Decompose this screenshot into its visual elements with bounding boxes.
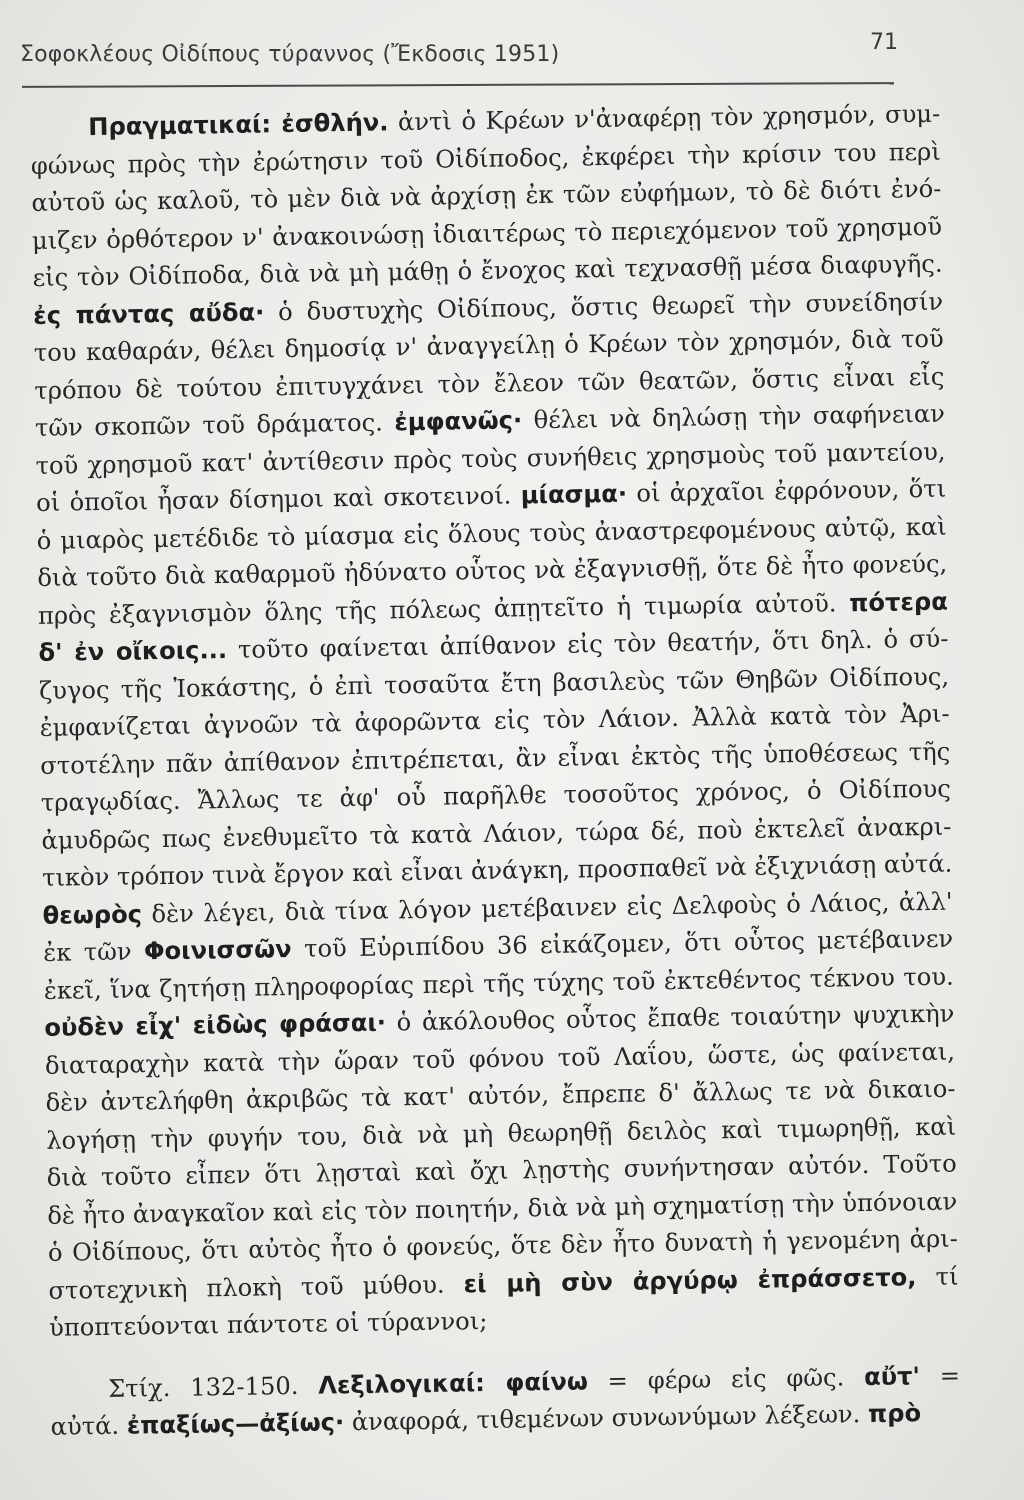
text-run: τῶν σκοπῶν τοῦ δράματος. xyxy=(34,408,395,442)
text-run: αὐτά. xyxy=(50,1411,128,1441)
bold-term: ἐπαξίως—ἀξίως· xyxy=(126,1408,345,1440)
text-run: οἱ ἀρχαῖοι ἐφρόνουν, ὅτι xyxy=(626,474,947,508)
text-run: διὰ τοῦτο διὰ καθαρμοῦ ἠδύνατο οὗτος νὰ ἐξαγνισθῇ, ὅτε δὲ ἦτο φονεύς, xyxy=(37,549,948,592)
text-run: = xyxy=(919,1361,961,1390)
text-run: πρὸς ἐξαγνισμὸν ὅλης τῆς πόλεως ἀπῃτεῖτο ἡ τιμωρία αὐτοῦ. xyxy=(37,588,850,630)
bold-term: Λεξιλογικαί: φαίνω xyxy=(318,1366,589,1400)
bold-term: ἐς πάντας αὔδα· xyxy=(33,297,265,330)
text-run: ὁ δυστυχὴς Οἰδίπους, ὅστις θεωρεῖ τὴν συνείδησίν xyxy=(264,287,944,326)
text-run: εἰς τὸν Οἰδίποδα, διὰ νὰ μὴ μάθῃ ὁ ἔνοχος καὶ τεχνασθῇ μέσα διαφυγῆς. xyxy=(32,249,943,292)
text-run: ἀναφορά, τιθεμένων συνωνύμων λέξεων. xyxy=(343,1399,869,1437)
text-run: οἱ ὁποῖοι ἦσαν δίσημοι καὶ σκοτεινοί. xyxy=(35,481,521,517)
bold-term: Πραγματικαί: ἐσθλήν. xyxy=(88,108,389,142)
text-run: ἐκ τῶν xyxy=(43,937,145,967)
text-run: του καθαράν, θέλει δημοσίᾳ ν' ἀναγγείλῃ ὁ Κρέων τὸν χρησμόν, διὰ τοῦ xyxy=(33,324,944,367)
bold-term: οὐδὲν εἶχ' εἰδὼς φράσαι· xyxy=(44,1008,387,1042)
text-run: μιζεν ὀρθότερον ν' ἀνακοινώσῃ ἰδιαιτέρως τὸ περιεχόμενον τοῦ χρησμοῦ xyxy=(31,212,943,255)
running-title: Σοφοκλέους Οἰδίπους τύραννος (Ἔκδοσις 1951) xyxy=(20,42,560,67)
text-run: φώνως πρὸς τὴν ἐρώτησιν τοῦ Οἰδίποδος, ἐκφέρει τὴν κρίσιν του περὶ xyxy=(30,137,941,180)
bold-term: αὔτ' xyxy=(863,1361,921,1391)
bold-term: θεωρὸς xyxy=(42,899,143,930)
text-run: ὑποπτεύονται πάντοτε οἱ τύραννοι; xyxy=(48,1306,488,1342)
text-run: αὐτοῦ ὡς καλοῦ, τὸ μὲν διὰ νὰ ἀρχίσῃ ἐκ τῶν εὐφήμων, τὸ δὲ διότι ἐνό- xyxy=(31,174,942,217)
text-run: Στίχ. 132-150. xyxy=(107,1371,319,1403)
bold-term: δ' ἐν οἴκοις... xyxy=(38,635,228,667)
bold-term: Φοινισσῶν xyxy=(143,934,292,966)
page-number: 71 xyxy=(870,30,898,55)
text-run: δὲν λέγει, διὰ τίνα λόγον μετέβαινεν εἰς Δελφοὺς ὁ Λάιος, ἀλλ' xyxy=(141,887,953,928)
text-run: ἀντὶ ὁ Κρέων ν'ἀναφέρῃ τὸν χρησμόν, συμ- xyxy=(388,99,941,137)
text-run: δὲν ἀντελήφθη ἀκριβῶς τὰ κατ' αὐτόν, ἔπρεπε δ' ἄλλως τε νὰ δικαιο- xyxy=(45,1074,956,1117)
text-run: τοῦ Εὐριπίδου 36 εἰκάζομεν, ὅτι οὗτος μετέβαινεν xyxy=(291,924,954,963)
bold-term: πρὸ xyxy=(867,1399,922,1428)
bold-term: πότερα xyxy=(849,587,949,617)
text-run: διὰ τοῦτο εἶπεν ὅτι λῃσταὶ καὶ ὄχι λῃστὴς συνήντησαν αὐτόν. Τοῦτο xyxy=(46,1149,957,1192)
text-run: λογήσῃ τὴν φυγήν του, διὰ νὰ μὴ θεωρηθῇ δειλὸς καὶ τιμωρηθῇ, καὶ xyxy=(45,1112,957,1155)
text-run: = φέρω εἰς φῶς. xyxy=(587,1362,865,1395)
bold-term: εἰ μὴ σὺν ἀργύρῳ ἐπράσσετο, xyxy=(463,1262,917,1298)
bold-term: μίασμα· xyxy=(520,479,628,510)
text-run: διαταραχὴν κατὰ τὴν ὥραν τοῦ φόνου τοῦ Λαΐου, ὥστε, ὡς φαίνεται, xyxy=(44,1037,956,1080)
text-run: στοτέλην πᾶν ἀπίθανον ἐπιτρέπεται, ἂν εἶναι ἐκτὸς τῆς ὑποθέσεως τῆς xyxy=(40,737,951,780)
text-run: θέλει νὰ δηλώσῃ τὴν σαφήνειαν xyxy=(521,399,946,435)
text-run: ἀμυδρῶς πως ἐνεθυμεῖτο τὰ κατὰ Λάιον, τώρα δέ, ποὺ ἐκτελεῖ ἀνακρι- xyxy=(41,812,952,855)
text-run: τί xyxy=(916,1262,959,1291)
text-run: τοῦ χρησμοῦ κατ' ἀντίθεσιν πρὸς τοὺς συνήθεις χρησμοὺς τοῦ μαντείου, xyxy=(35,437,946,480)
text-run: τοῦτο φαίνεται ἀπίθανον εἰς τὸν θεατήν, ὅτι δηλ. ὁ σύ- xyxy=(226,624,949,664)
text-run: ὁ ἀκόλουθος οὗτος ἔπαθε τοιαύτην ψυχικὴν xyxy=(385,999,955,1037)
text-run: τραγῳδίας. Ἄλλως τε ἀφ' οὗ παρῆλθε τοσοῦτος χρόνος, ὁ Οἰδίπους xyxy=(40,774,951,817)
text-run: ἐκεῖ, ἵνα ζητήσῃ πληροφορίας περὶ τῆς τύχης τοῦ ἐκτεθέντος τέκνου του. xyxy=(43,962,954,1005)
text-run: τρόπου δὲ τούτου ἐπιτυγχάνει τὸν ἔλεον τῶν θεατῶν, ὅστις εἶναι εἷς xyxy=(34,362,945,405)
text-run: ὁ μιαρὸς μετέδιδε τὸ μίασμα εἰς ὅλους τοὺς ἀναστρεφομένους αὐτῷ, καὶ xyxy=(36,512,947,555)
text-run: στοτεχνικὴ πλοκὴ τοῦ μύθου. xyxy=(48,1269,464,1305)
text-run: ζυγος τῆς Ἰοκάστης, ὁ ἐπὶ τοσαῦτα ἔτη βασιλεὺς τῶν Θηβῶν Οἰδίπους, xyxy=(38,662,950,705)
header-rule xyxy=(22,82,894,88)
text-run: τικὸν τρόπον τινὰ ἔργον καὶ εἶναι ἀνάγκη, προσπαθεῖ νὰ ἐξιχνιάσῃ αὐτά. xyxy=(41,849,953,892)
commentary-body xyxy=(30,96,961,1447)
text-run: δὲ ἦτο ἀναγκαῖον καὶ εἰς τὸν ποιητήν, διὰ νὰ μὴ σχηματίσῃ τὴν ὑπόνοιαν xyxy=(47,1187,958,1230)
text-run: ὁ Οἰδίπους, ὅτι αὐτὸς ἦτο ὁ φονεύς, ὅτε δὲν ἦτο δυνατὴ ἡ γενομένη ἀρι- xyxy=(47,1224,959,1267)
text-run: ἐμφανίζεται ἀγνοῶν τὰ ἀφορῶντα εἰς τὸν Λάιον. Ἀλλὰ κατὰ τὸν Ἀρι- xyxy=(39,699,950,742)
bold-term: ἐμφανῶς· xyxy=(394,406,523,437)
